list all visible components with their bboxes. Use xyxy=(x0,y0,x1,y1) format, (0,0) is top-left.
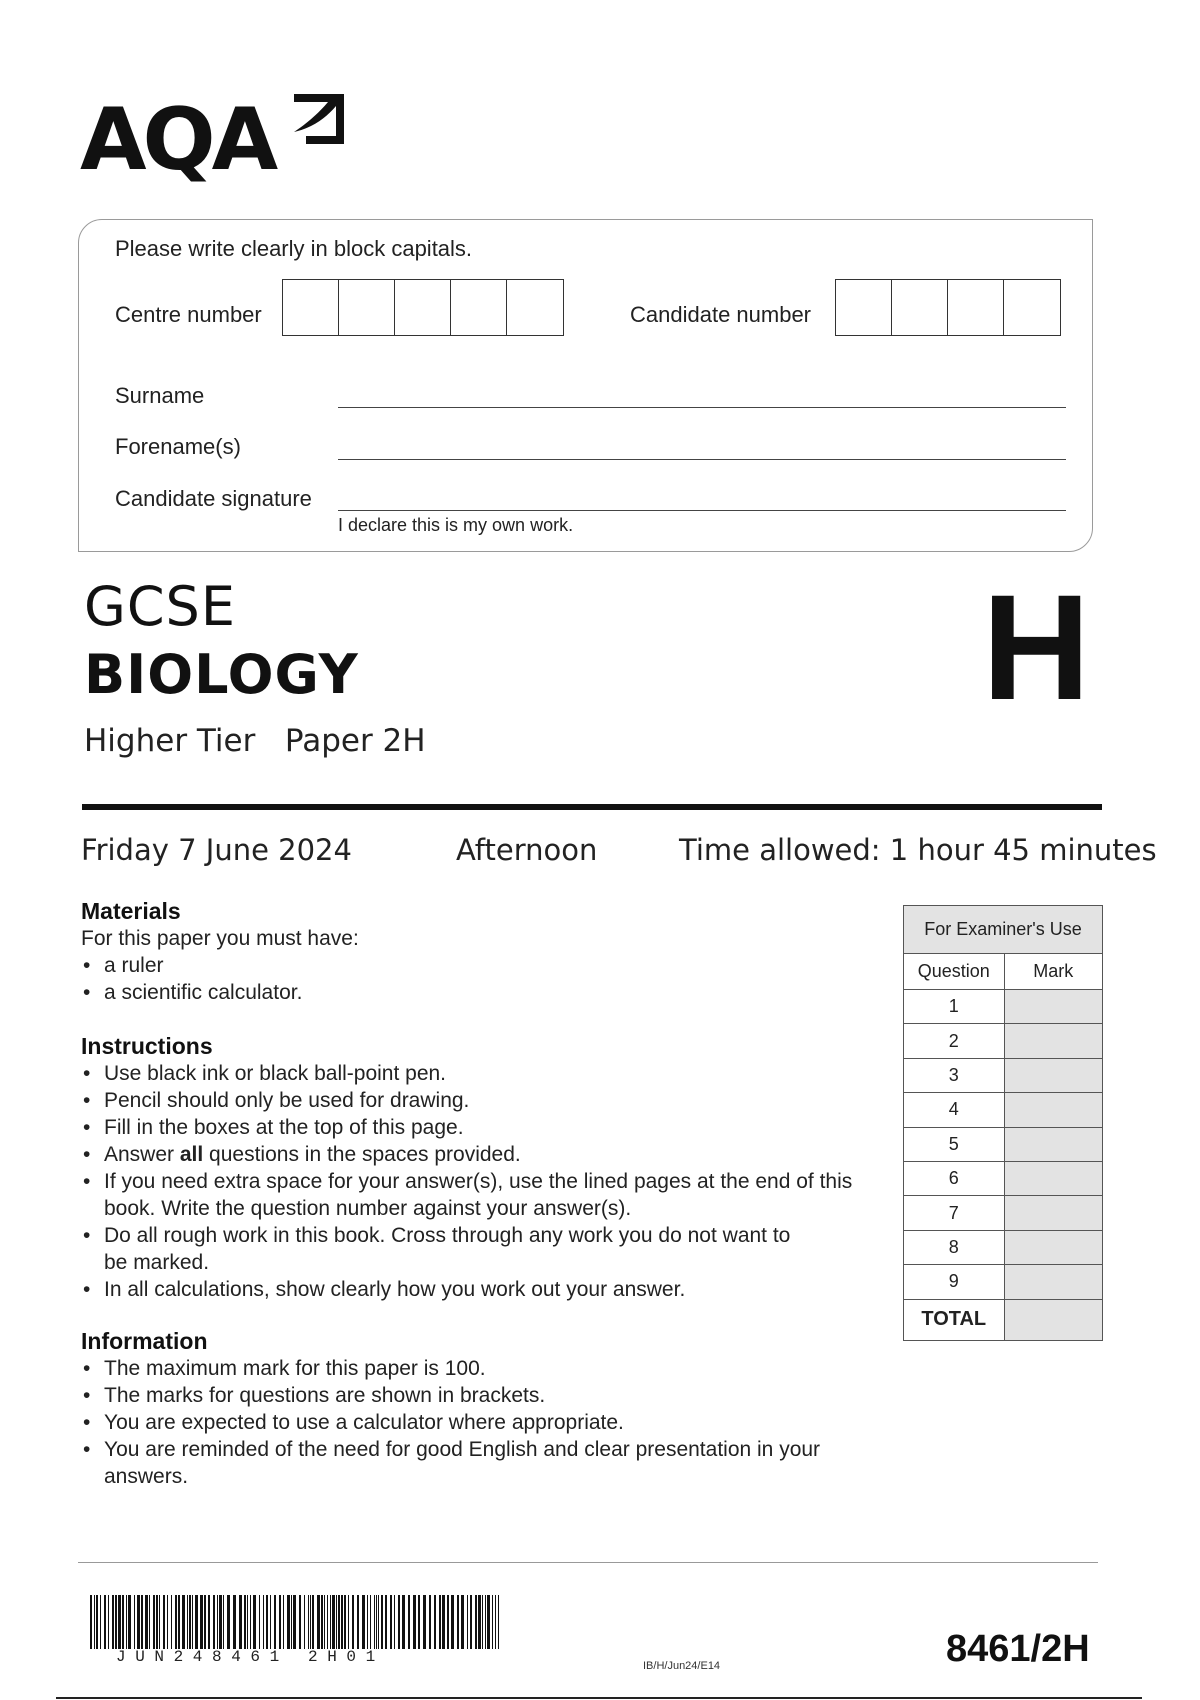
qualification-title: GCSE xyxy=(84,575,236,638)
materials-lead: For this paper you must have: xyxy=(81,927,359,950)
candidate-number-label: Candidate number xyxy=(630,302,812,327)
candidate-number-cell[interactable] xyxy=(892,280,948,335)
tier-paper-line xyxy=(84,723,426,759)
paper-reference: IB/H/Jun24/E14 xyxy=(643,1660,721,1672)
mark-cell xyxy=(1004,1161,1103,1195)
list-item: • The maximum mark for this paper is 100. xyxy=(81,1355,826,1382)
question-number: 1 xyxy=(904,990,1005,1024)
mark-cell xyxy=(1004,990,1103,1024)
list-item: • You are expected to use a calculator where appropriate. xyxy=(81,1409,826,1436)
instructions-section xyxy=(81,1032,876,1303)
paper-code: 8461/2H xyxy=(946,1628,1090,1670)
question-number: 2 xyxy=(904,1024,1005,1058)
tier-letter: H xyxy=(982,563,1091,731)
mark-cell xyxy=(1004,1196,1103,1230)
question-number: 4 xyxy=(904,1093,1005,1127)
centre-number-cell[interactable] xyxy=(283,280,339,335)
aqa-leaf-mark-icon xyxy=(286,92,346,152)
mark-cell xyxy=(1004,1127,1103,1161)
instructions-heading: Instructions xyxy=(81,1033,213,1059)
list-item: • a scientific calculator. xyxy=(81,979,871,1006)
candidate-number-cell[interactable] xyxy=(836,280,892,335)
examiners-use-heading: For Examiner's Use xyxy=(904,906,1103,954)
list-item: • Fill in the boxes at the top of this page. xyxy=(81,1114,876,1141)
list-item: • If you need extra space for your answer(s), use the lined pages at the end of this book. Write the question number against your answer(s). xyxy=(81,1168,876,1222)
list-item: • a ruler xyxy=(81,952,871,979)
mark-cell xyxy=(1004,1093,1103,1127)
instruction-text: Answer xyxy=(104,1143,180,1166)
materials-section xyxy=(81,897,871,1006)
information-list xyxy=(81,1355,826,1490)
question-column-header: Question xyxy=(904,954,1005,990)
mark-cell xyxy=(1004,1230,1103,1264)
centre-number-boxes[interactable] xyxy=(282,279,564,336)
question-number: 3 xyxy=(904,1058,1005,1092)
subject-title: BIOLOGY xyxy=(84,643,359,706)
paper-label: Paper 2H xyxy=(284,723,426,759)
barcode-text: JUN248461 2H01 xyxy=(116,1648,385,1666)
list-item: • Use black ink or black ball-point pen. xyxy=(81,1060,876,1087)
aqa-logo xyxy=(80,92,352,188)
forename-field[interactable] xyxy=(338,459,1066,460)
title-divider xyxy=(82,804,1102,810)
tier-label: Higher Tier xyxy=(84,723,256,759)
mark-cell xyxy=(1004,1024,1103,1058)
mark-cell xyxy=(1004,1265,1103,1299)
materials-heading: Materials xyxy=(81,898,181,924)
candidate-number-cell[interactable] xyxy=(1004,280,1060,335)
mark-column-header: Mark xyxy=(1004,954,1103,990)
examiners-use-table xyxy=(903,905,1103,1341)
question-number: 6 xyxy=(904,1161,1005,1195)
candidate-details-box xyxy=(78,219,1093,552)
list-item: • Do all rough work in this book. Cross through any work you do not want to be marked. xyxy=(81,1222,876,1276)
question-number: 5 xyxy=(904,1127,1005,1161)
instruction-text: questions in the spaces provided. xyxy=(203,1143,521,1166)
question-number: 9 xyxy=(904,1265,1005,1299)
mark-cell xyxy=(1004,1058,1103,1092)
barcode xyxy=(90,1595,502,1649)
list-item: • In all calculations, show clearly how you work out your answer. xyxy=(81,1276,876,1303)
surname-field[interactable] xyxy=(338,407,1066,408)
emphasis-all: all xyxy=(179,1143,204,1166)
question-number: 8 xyxy=(904,1230,1005,1264)
total-mark-cell xyxy=(1004,1299,1103,1340)
centre-number-cell[interactable] xyxy=(339,280,395,335)
exam-date: Friday 7 June 2024 xyxy=(81,833,352,867)
declaration-text: I declare this is my own work. xyxy=(338,515,574,535)
candidate-number-boxes[interactable] xyxy=(835,279,1061,336)
exam-session: Afternoon xyxy=(456,833,598,867)
forename-label: Forename(s) xyxy=(115,434,241,459)
signature-label: Candidate signature xyxy=(115,486,312,511)
list-item: • Pencil should only be used for drawing. xyxy=(81,1087,876,1114)
block-capitals-instruction: Please write clearly in block capitals. xyxy=(115,236,473,261)
candidate-number-cell[interactable] xyxy=(948,280,1004,335)
list-item xyxy=(81,1141,876,1168)
signature-field[interactable] xyxy=(338,510,1066,511)
information-heading: Information xyxy=(81,1328,208,1354)
list-item: • The marks for questions are shown in brackets. xyxy=(81,1382,826,1409)
centre-number-cell[interactable] xyxy=(451,280,507,335)
time-allowed: Time allowed: 1 hour 45 minutes xyxy=(679,833,1157,867)
centre-number-cell[interactable] xyxy=(395,280,451,335)
centre-number-label: Centre number xyxy=(115,302,262,327)
materials-list xyxy=(81,952,871,1006)
list-item: • You are reminded of the need for good English and clear presentation in your answers. xyxy=(81,1436,826,1490)
surname-label: Surname xyxy=(115,383,205,408)
question-number: 7 xyxy=(904,1196,1005,1230)
total-label: TOTAL xyxy=(904,1299,1005,1340)
centre-number-cell[interactable] xyxy=(507,280,563,335)
footer-divider xyxy=(78,1562,1098,1563)
information-section xyxy=(81,1327,826,1490)
logo-text: AQA xyxy=(80,90,275,190)
instructions-list xyxy=(81,1060,876,1303)
